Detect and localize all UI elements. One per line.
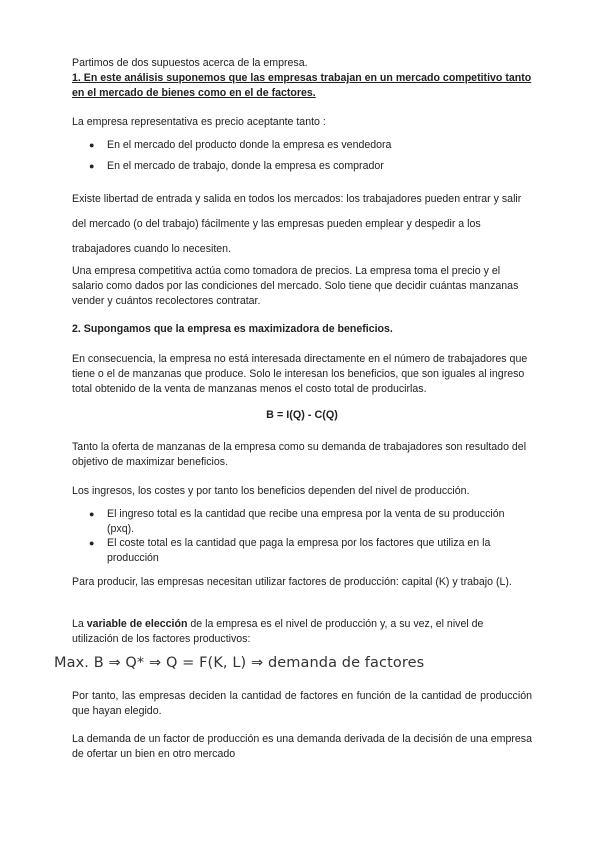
competitive-firm-text: Una empresa competitiva actúa como tomadora de precios. La empresa toma el precio y el salario como dados por las condiciones del mercado. Solo tiene que decidir cuántas manzanas vender y cuántos recolectores contratar. bbox=[72, 265, 519, 307]
choice-variable-term: variable de elección bbox=[86, 618, 188, 630]
profit-formula: B = I(Q) - C(Q) bbox=[266, 409, 338, 421]
heading-competitive-market: 1. En este análisis suponemos que las empresas trabajan en un mercado competitivo tanto en el mercado de bienes como en el de factores. bbox=[72, 72, 532, 99]
income-costs-text: Los ingresos, los costes y por tanto los beneficios dependen del nivel de producción. bbox=[72, 485, 470, 497]
free-entry-text: Existe libertad de entrada y salida en todos los mercados: los trabajadores pueden entrar y salir del mercado (o del trabajo) fácilmente y las empresas pueden emplear y despedir a los trabajadores cuando lo necesiten. bbox=[72, 193, 522, 255]
bullet-icon: ● bbox=[89, 509, 95, 519]
choice-variable-text: La variable de elección de la empresa es el nivel de producción y, a su vez, el nivel de utilización de los factores productivos: bbox=[72, 618, 484, 645]
consequence-text: En consecuencia, la empresa no está interesada directamente en el número de trabajadores que tiene o el de manzanas que produce. Solo le interesan los beneficios, que son iguales al ingreso total obtenido de la venta de manzanas menos el costo total de producirlas. bbox=[72, 353, 528, 395]
derived-demand-text: La demanda de un factor de producción es una demanda derivada de la decisión de una empresa de ofertar un bien en otro mercado bbox=[72, 733, 532, 760]
bullet-icon: ● bbox=[89, 161, 95, 171]
max-profit-formula: Max. B ⇒ Q* ⇒ Q = F(K, L) ⇒ demanda de factores bbox=[54, 655, 425, 671]
therefore-text: Por tanto, las empresas deciden la cantidad de factores en función de la cantidad de producción que hayan elegido. bbox=[72, 690, 532, 717]
supply-demand-text: Tanto la oferta de manzanas de la empresa como su demanda de trabajadores son resultado del objetivo de maximizar beneficios. bbox=[72, 441, 527, 468]
intro-text: Partimos de dos supuestos acerca de la empresa. bbox=[72, 57, 308, 69]
representative-firm-text: La empresa representativa es precio aceptante tanto : bbox=[72, 116, 326, 128]
factors-text: Para producir, las empresas necesitan utilizar factores de producción: capital (K) y trabajo (L). bbox=[72, 576, 512, 588]
bullet-icon: ● bbox=[89, 140, 95, 150]
heading-profit-maximization: 2. Supongamos que la empresa es maximizadora de beneficios. bbox=[72, 323, 393, 335]
bullet-icon: ● bbox=[89, 538, 95, 548]
